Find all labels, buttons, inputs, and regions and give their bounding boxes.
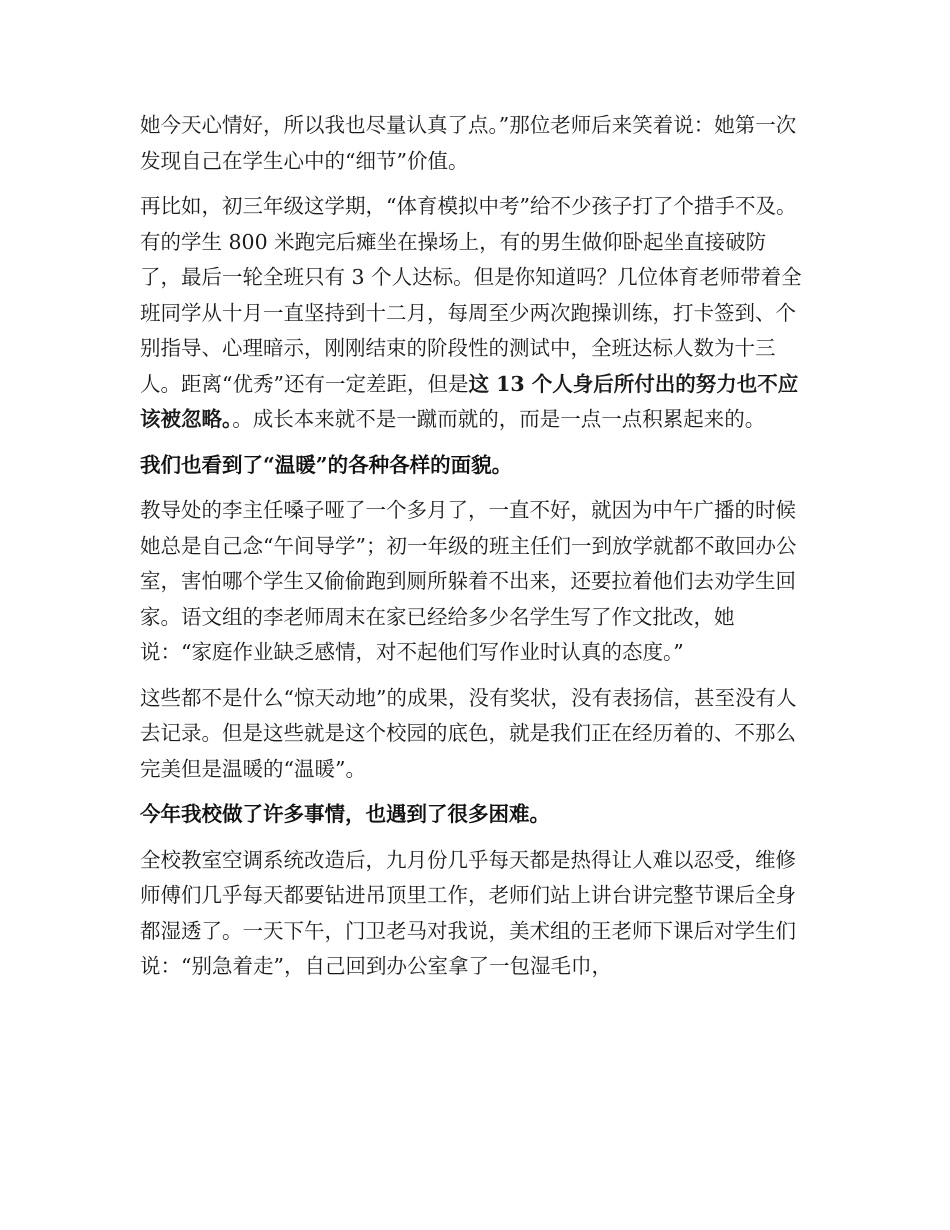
paragraph-staff-efforts: 教导处的李主任嗓子哑了一个多月了，一直不好，就因为中午广播的时候她总是自己念“午间导学”；初一年级的班主任们一到放学就都不敢回办公室，害怕哪个学生又偷偷跑到厕所躲着不出来，还要拉着他们去劝学生回家。语文组的李老师周末在家已经给多少名学生写了作文批改，她说：“家庭作业缺乏感情，对不起他们写作业时认真的态度。”: [140, 498, 797, 664]
section-heading-warmth: 我们也看到了“温暖”的各种各样的面貌。: [140, 452, 513, 477]
paragraph-pe-exam: [140, 189, 805, 438]
paragraph-air-conditioning: 全校教室空调系统改造后，九月份几乎每天都是热得让人难以忍受，维修师傅们几乎每天都要钻进吊顶里工作，老师们站上讲台讲完整节课后全身都湿透了。一天下午，门卫老马对我说，美术组的王老师下课后对学生们说：“别急着走”，自己回到办公室拿了一包湿毛巾，: [140, 847, 796, 978]
paragraph-pe-exam-emphasis: 这 13 个人身后所付出的努力也不应该被忽略。: [140, 371, 799, 431]
document-body: [140, 108, 805, 995]
paragraph-campus-background: 这些都不是什么“惊天动地”的成果，没有奖状，没有表扬信，甚至没有人去记录。但是这些就是这个校园的底色，就是我们正在经历着的、不那么完美但是温暖的“温暖”。: [140, 685, 797, 781]
paragraph-pe-exam-text: 再比如，初三年级这学期，“体育模拟中考”给不少孩子打了个措手不及。有的学生 800 米跑完后瘫坐在操场上，有的男生做仰卧起坐直接破防了，最后一轮全班只有 3 个人达标。但是你知道吗？几位体育老师带着全班同学从十月一直坚持到十二月，每周至少两次跑操训练，打卡签到、个别指导、心理暗示，刚刚结束的阶段性的测试中，全班达标人数为十三人。距离“优秀”还有一定差距，但是: [140, 194, 802, 396]
section-heading-difficulties: 今年我校做了许多事情，也遇到了很多困难。: [140, 802, 550, 826]
paragraph-pe-exam-ending: 。成长本来就不是一蹴而就的，而是一点一点积累起来的。: [232, 407, 766, 431]
paragraph-teacher-detail: 她今天心情好，所以我也尽量认真了点。”那位老师后来笑着说：她第一次发现自己在学生心中的“细节”价值。: [140, 113, 797, 173]
